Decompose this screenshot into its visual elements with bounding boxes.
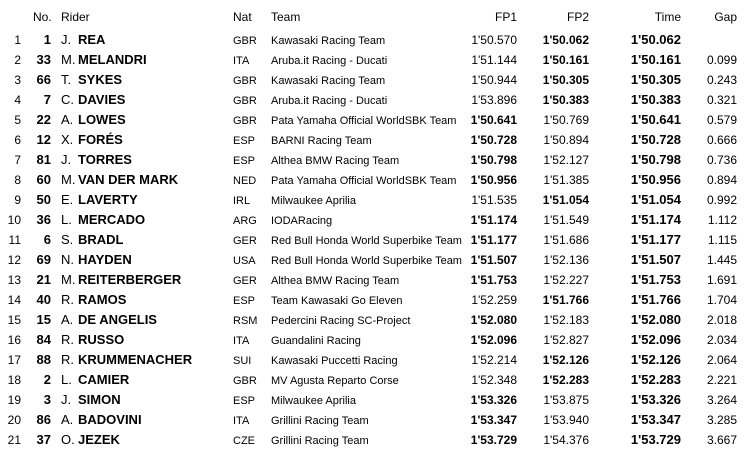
rider-number-cell: 37 <box>36 432 51 447</box>
nationality-cell: GER <box>233 235 257 247</box>
rider-number-cell: 66 <box>36 72 51 87</box>
team-cell: Kawasaki Racing Team <box>271 35 386 47</box>
rider-surname-cell: REITERBERGER <box>78 272 182 287</box>
team-cell: MV Agusta Reparto Corse <box>271 375 399 387</box>
fp2-time-cell: 1'51.054 <box>542 193 589 207</box>
fp1-time-cell: 1'50.570 <box>471 33 517 47</box>
team-cell: Kawasaki Puccetti Racing <box>271 355 398 367</box>
rider-surname-cell: HAYDEN <box>78 252 132 267</box>
nationality-cell: ESP <box>233 395 256 407</box>
fp2-time-cell: 1'50.769 <box>543 113 589 127</box>
nationality-cell: ITA <box>233 335 250 347</box>
rider-surname-cell: KRUMMENACHER <box>78 352 193 367</box>
team-cell: Milwaukee Aprilia <box>271 195 356 207</box>
gap-cell: 1.445 <box>706 253 737 267</box>
fp2-time-cell: 1'52.183 <box>543 313 589 327</box>
fp2-time-cell: 1'50.062 <box>542 33 589 47</box>
best-time-cell: 1'51.507 <box>630 252 681 267</box>
nationality-cell: GBR <box>233 95 257 107</box>
gap-cell: 1.704 <box>706 293 737 307</box>
gap-cell: 2.018 <box>706 313 737 327</box>
rider-number-cell: 7 <box>43 92 51 107</box>
rider-number-cell: 81 <box>36 152 51 167</box>
rider-surname-cell: LOWES <box>78 112 126 127</box>
table-row <box>0 330 745 350</box>
position-cell: 6 <box>14 133 21 147</box>
best-time-cell: 1'52.080 <box>630 312 681 327</box>
fp1-time-cell: 1'51.174 <box>470 213 517 227</box>
rider-surname-cell: RAMOS <box>78 292 127 307</box>
best-time-cell: 1'50.728 <box>630 132 681 147</box>
team-cell: Red Bull Honda World Superbike Team <box>271 255 462 267</box>
nationality-cell: ITA <box>233 55 250 67</box>
rider-number-cell: 36 <box>36 212 51 227</box>
nationality-cell: ARG <box>233 215 257 227</box>
best-time-cell: 1'50.161 <box>630 52 681 67</box>
nationality-cell: USA <box>233 255 256 267</box>
rider-surname-cell: CAMIER <box>78 372 130 387</box>
fp2-time-cell: 1'51.385 <box>543 173 589 187</box>
rider-surname-cell: JEZEK <box>78 432 120 447</box>
best-time-cell: 1'53.347 <box>630 412 681 427</box>
position-cell: 4 <box>14 93 21 107</box>
position-cell: 16 <box>7 333 21 347</box>
fp1-time-cell: 1'52.214 <box>471 353 517 367</box>
fp1-time-cell: 1'50.944 <box>471 73 517 87</box>
best-time-cell: 1'52.096 <box>630 332 681 347</box>
team-cell: Althea BMW Racing Team <box>271 155 400 167</box>
rider-number-cell: 84 <box>36 332 51 347</box>
fp2-time-cell: 1'52.127 <box>543 153 589 167</box>
rider-surname-cell: BADOVINI <box>78 412 142 427</box>
table-row <box>0 270 745 290</box>
fp2-time-cell: 1'51.686 <box>543 233 589 247</box>
rider-initial-cell: M. <box>61 272 76 287</box>
rider-initial-cell: N. <box>61 252 74 267</box>
fp2-time-cell: 1'52.126 <box>542 353 589 367</box>
gap-cell: 0.894 <box>706 173 737 187</box>
fp1-time-cell: 1'51.144 <box>471 53 517 67</box>
fp2-time-cell: 1'53.875 <box>543 393 589 407</box>
nationality-cell: GBR <box>233 35 257 47</box>
table-row <box>0 90 745 110</box>
fp2-time-cell: 1'50.161 <box>542 53 589 67</box>
position-cell: 15 <box>7 313 21 327</box>
nationality-cell: GBR <box>233 75 257 87</box>
gap-cell: 3.667 <box>706 433 737 447</box>
rider-surname-cell: MELANDRI <box>78 52 147 67</box>
rider-number-cell: 40 <box>36 292 51 307</box>
best-time-cell: 1'50.956 <box>630 172 681 187</box>
position-cell: 19 <box>7 393 21 407</box>
fp1-time-cell: 1'53.896 <box>471 93 517 107</box>
best-time-cell: 1'50.305 <box>630 72 681 87</box>
header-fp1: FP1 <box>494 10 517 24</box>
team-cell: Aruba.it Racing - Ducati <box>271 55 388 67</box>
rider-surname-cell: SYKES <box>78 72 123 87</box>
table-header <box>0 0 745 30</box>
gap-cell: 0.243 <box>706 73 737 87</box>
gap-cell: 0.321 <box>706 93 737 107</box>
gap-cell: 0.579 <box>706 113 737 127</box>
fp1-time-cell: 1'50.728 <box>470 133 517 147</box>
best-time-cell: 1'50.641 <box>630 112 681 127</box>
best-time-cell: 1'51.177 <box>630 232 681 247</box>
fp1-time-cell: 1'50.798 <box>470 153 517 167</box>
header-time: Time <box>654 10 681 24</box>
rider-surname-cell: DE ANGELIS <box>78 312 157 327</box>
fp2-time-cell: 1'51.766 <box>542 293 589 307</box>
rider-number-cell: 12 <box>36 132 51 147</box>
nationality-cell: NED <box>233 175 257 187</box>
rider-number-cell: 3 <box>43 392 51 407</box>
team-cell: Grillini Racing Team <box>271 435 369 447</box>
best-time-cell: 1'53.326 <box>630 392 681 407</box>
team-cell: Milwaukee Aprilia <box>271 395 356 407</box>
fp2-time-cell: 1'52.136 <box>543 253 589 267</box>
nationality-cell: RSM <box>233 315 258 327</box>
fp2-time-cell: 1'52.827 <box>543 333 589 347</box>
rider-surname-cell: DAVIES <box>78 92 126 107</box>
rider-surname-cell: FORÉS <box>78 132 123 147</box>
best-time-cell: 1'50.062 <box>630 32 681 47</box>
nationality-cell: SUI <box>233 355 252 367</box>
gap-cell: 0.099 <box>706 53 737 67</box>
nationality-cell: GBR <box>233 115 257 127</box>
best-time-cell: 1'50.798 <box>630 152 681 167</box>
rider-number-cell: 50 <box>36 192 51 207</box>
fp1-time-cell: 1'52.259 <box>471 293 517 307</box>
header-gap: Gap <box>714 10 737 24</box>
rider-surname-cell: TORRES <box>78 152 132 167</box>
rider-number-cell: 69 <box>36 252 51 267</box>
gap-cell: 1.115 <box>707 233 737 247</box>
position-cell: 10 <box>7 213 21 227</box>
rider-number-cell: 15 <box>36 312 51 327</box>
rider-initial-cell: E. <box>61 192 74 207</box>
rider-surname-cell: SIMON <box>78 392 121 407</box>
fp2-time-cell: 1'52.227 <box>543 273 589 287</box>
rider-number-cell: 1 <box>43 32 51 47</box>
best-time-cell: 1'51.753 <box>630 272 681 287</box>
nationality-cell: ESP <box>233 295 256 307</box>
position-cell: 13 <box>7 273 21 287</box>
rider-number-cell: 88 <box>36 352 51 367</box>
rider-number-cell: 21 <box>36 272 51 287</box>
position-cell: 20 <box>7 413 21 427</box>
fp2-time-cell: 1'51.549 <box>543 213 589 227</box>
position-cell: 11 <box>8 233 21 247</box>
fp1-time-cell: 1'50.956 <box>470 173 517 187</box>
rider-initial-cell: A. <box>61 112 74 127</box>
best-time-cell: 1'52.126 <box>630 352 681 367</box>
position-cell: 21 <box>7 433 21 447</box>
position-cell: 9 <box>14 193 21 207</box>
table-body <box>0 30 745 450</box>
position-cell: 1 <box>14 33 21 47</box>
fp1-time-cell: 1'51.753 <box>470 273 517 287</box>
table-row <box>0 250 745 270</box>
position-cell: 8 <box>14 173 21 187</box>
gap-cell: 3.264 <box>706 393 737 407</box>
fp2-time-cell: 1'50.894 <box>543 133 589 147</box>
rider-surname-cell: VAN DER MARK <box>78 172 179 187</box>
position-cell: 2 <box>14 53 21 67</box>
best-time-cell: 1'51.174 <box>630 212 681 227</box>
gap-cell: 0.736 <box>706 153 737 167</box>
nationality-cell: GER <box>233 275 257 287</box>
header-no: No. <box>33 10 52 24</box>
team-cell: Red Bull Honda World Superbike Team <box>271 235 462 247</box>
header-rider: Rider <box>61 10 90 24</box>
gap-cell: 0.666 <box>706 133 737 147</box>
rider-initial-cell: M. <box>61 52 76 67</box>
table-row <box>0 310 745 330</box>
team-cell: Team Kawasaki Go Eleven <box>271 295 403 307</box>
rider-number-cell: 2 <box>43 372 51 387</box>
rider-surname-cell: REA <box>78 32 106 47</box>
table-row <box>0 350 745 370</box>
rider-initial-cell: X. <box>61 132 74 147</box>
fp1-time-cell: 1'51.535 <box>471 193 517 207</box>
team-cell: Kawasaki Racing Team <box>271 75 386 87</box>
rider-number-cell: 33 <box>36 52 51 67</box>
table-row <box>0 170 745 190</box>
table-row <box>0 30 745 50</box>
rider-initial-cell: M. <box>61 172 76 187</box>
nationality-cell: IRL <box>233 195 251 207</box>
position-cell: 17 <box>7 353 21 367</box>
header-nat: Nat <box>233 10 252 24</box>
gap-cell: 1.112 <box>707 213 737 227</box>
table-row <box>0 430 745 450</box>
rider-initial-cell: A. <box>61 412 74 427</box>
nationality-cell: ESP <box>233 135 256 147</box>
team-cell: Aruba.it Racing - Ducati <box>271 95 388 107</box>
rider-initial-cell: C. <box>61 92 74 107</box>
rider-number-cell: 22 <box>36 112 51 127</box>
best-time-cell: 1'52.283 <box>630 372 681 387</box>
fp1-time-cell: 1'51.507 <box>470 253 517 267</box>
table-row <box>0 110 745 130</box>
gap-cell: 1.691 <box>706 273 737 287</box>
header-fp2: FP2 <box>566 10 589 24</box>
rider-initial-cell: R. <box>61 332 74 347</box>
rider-initial-cell: J. <box>61 152 72 167</box>
table-row <box>0 150 745 170</box>
position-cell: 14 <box>7 293 21 307</box>
team-cell: Pata Yamaha Official WorldSBK Team <box>271 115 457 127</box>
best-time-cell: 1'53.729 <box>630 432 681 447</box>
gap-cell: 2.064 <box>706 353 737 367</box>
gap-cell: 2.034 <box>706 333 737 347</box>
position-cell: 12 <box>7 253 21 267</box>
team-cell: Pata Yamaha Official WorldSBK Team <box>271 175 457 187</box>
rider-initial-cell: L. <box>61 372 72 387</box>
table-row <box>0 70 745 90</box>
gap-cell: 0.992 <box>706 193 737 207</box>
fp1-time-cell: 1'52.096 <box>470 333 517 347</box>
fp2-time-cell: 1'53.940 <box>543 413 589 427</box>
header-team: Team <box>271 10 301 24</box>
table-row <box>0 190 745 210</box>
rider-initial-cell: S. <box>61 232 74 247</box>
rider-initial-cell: J. <box>61 392 72 407</box>
nationality-cell: ESP <box>233 155 256 167</box>
rider-number-cell: 86 <box>36 412 51 427</box>
rider-surname-cell: BRADL <box>78 232 124 247</box>
gap-cell: 2.221 <box>706 373 737 387</box>
position-cell: 3 <box>14 73 21 87</box>
table-row <box>0 410 745 430</box>
rider-number-cell: 6 <box>43 232 51 247</box>
table-row <box>0 50 745 70</box>
fp1-time-cell: 1'52.348 <box>471 373 517 387</box>
position-cell: 18 <box>7 373 21 387</box>
best-time-cell: 1'51.054 <box>630 192 681 207</box>
gap-cell: 3.285 <box>706 413 737 427</box>
rider-surname-cell: LAVERTY <box>78 192 138 207</box>
team-cell: Pedercini Racing SC-Project <box>271 315 411 327</box>
fp1-time-cell: 1'53.729 <box>470 433 517 447</box>
fp1-time-cell: 1'53.347 <box>470 413 517 427</box>
table-row <box>0 230 745 250</box>
table-row <box>0 390 745 410</box>
nationality-cell: GBR <box>233 375 257 387</box>
nationality-cell: ITA <box>233 415 250 427</box>
fp1-time-cell: 1'51.177 <box>470 233 517 247</box>
nationality-cell: CZE <box>233 435 255 447</box>
team-cell: Guandalini Racing <box>271 335 361 347</box>
fp1-time-cell: 1'50.641 <box>470 113 517 127</box>
team-cell: Grillini Racing Team <box>271 415 369 427</box>
rider-surname-cell: MERCADO <box>78 212 146 227</box>
fp2-time-cell: 1'54.376 <box>543 433 589 447</box>
position-cell: 7 <box>14 153 21 167</box>
rider-number-cell: 60 <box>36 172 51 187</box>
team-cell: Althea BMW Racing Team <box>271 275 400 287</box>
best-time-cell: 1'51.766 <box>630 292 681 307</box>
rider-initial-cell: T. <box>61 72 72 87</box>
rider-initial-cell: R. <box>61 352 74 367</box>
team-cell: IODARacing <box>271 215 333 227</box>
fp2-time-cell: 1'50.383 <box>542 93 589 107</box>
rider-initial-cell: A. <box>61 312 74 327</box>
rider-initial-cell: O. <box>61 432 75 447</box>
team-cell: BARNI Racing Team <box>271 135 372 147</box>
table-row <box>0 290 745 310</box>
fp2-time-cell: 1'52.283 <box>542 373 589 387</box>
fp2-time-cell: 1'50.305 <box>542 73 589 87</box>
rider-initial-cell: R. <box>61 292 74 307</box>
rider-initial-cell: L. <box>61 212 72 227</box>
table-row <box>0 370 745 390</box>
rider-initial-cell: J. <box>61 32 72 47</box>
table-row <box>0 130 745 150</box>
fp1-time-cell: 1'53.326 <box>470 393 517 407</box>
rider-surname-cell: RUSSO <box>78 332 125 347</box>
position-cell: 5 <box>14 113 21 127</box>
fp1-time-cell: 1'52.080 <box>470 313 517 327</box>
best-time-cell: 1'50.383 <box>630 92 681 107</box>
table-row <box>0 210 745 230</box>
